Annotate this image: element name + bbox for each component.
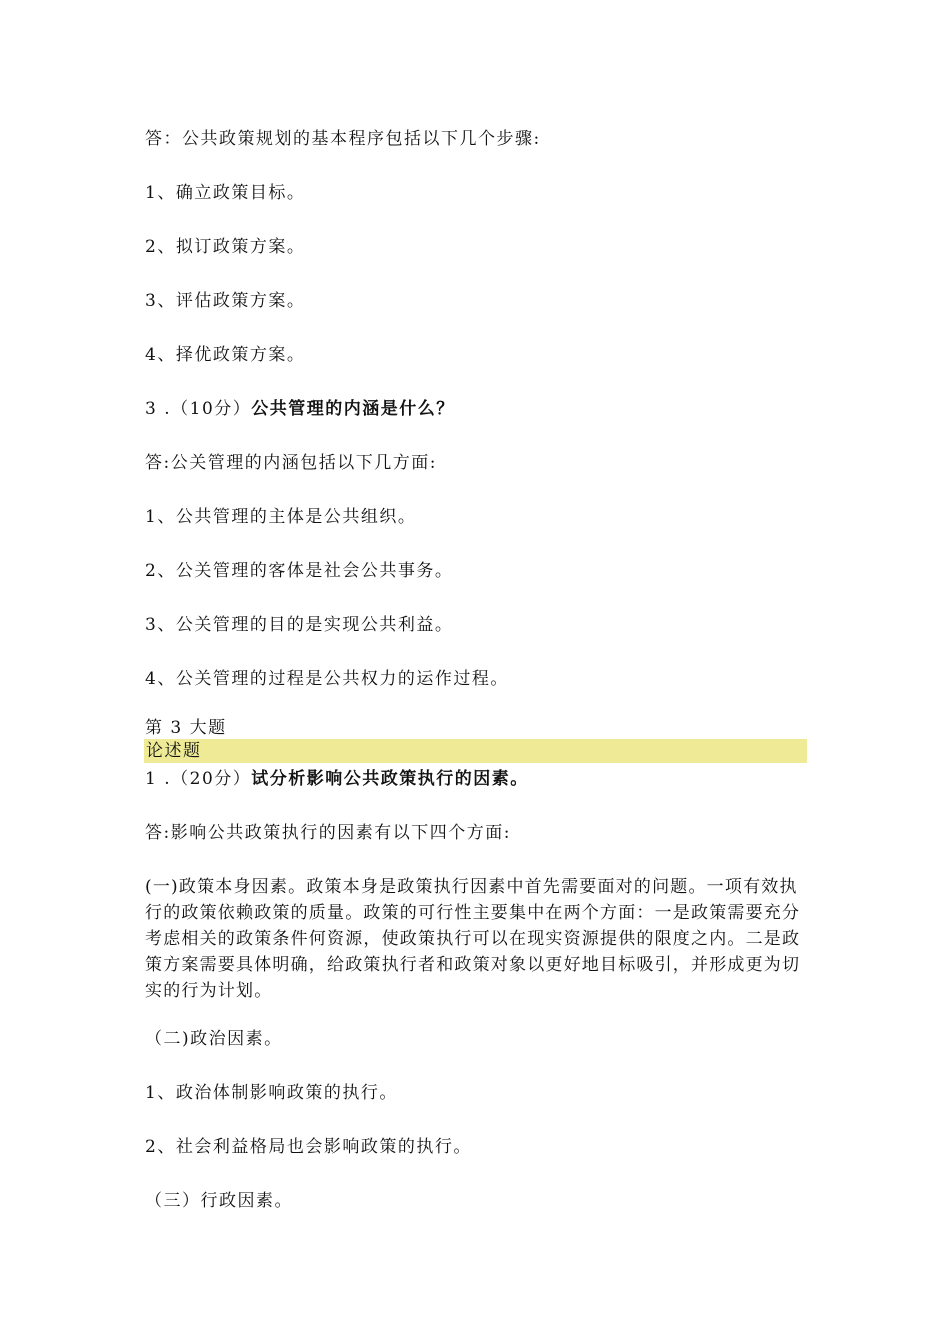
- factor-2-point-2: 2、社会利益格局也会影响政策的执行。: [145, 1137, 472, 1157]
- answer-plan-step-1: 1、确立政策目标。: [145, 183, 306, 203]
- factor-1-paragraph: (一)政策本身因素。政策本身是政策执行因素中首先需要面对的问题。一项有效执行的政策依赖政策的质量。政策的可行性主要集中在两个方面：一是政策需要充分考虑相关的政策条件何资源，使政策执行可以在现实资源提供的限度之内。二是政策方案需要具体明确，给政策执行者和政策对象以更好地目标吸引，并形成更为切实的行为计划。: [145, 877, 801, 1001]
- section-type-bar: [144, 739, 807, 763]
- question-3: [145, 398, 455, 420]
- question-3-prefix: 3 .（10分）: [145, 399, 252, 419]
- answer-plan-step-2: 2、拟订政策方案。: [145, 237, 306, 257]
- q3-point-1: 1、公共管理的主体是公共组织。: [145, 507, 417, 527]
- essay-question-1: [145, 768, 529, 790]
- q3-point-4: 4、公关管理的过程是公共权力的运作过程。: [145, 669, 509, 689]
- answer-plan-step-4: 4、择优政策方案。: [145, 345, 306, 365]
- q3-point-3: 3、公关管理的目的是实现公共利益。: [145, 615, 454, 635]
- factor-2-heading: （二)政治因素。: [145, 1029, 283, 1049]
- essay-answer-intro: 答:影响公共政策执行的因素有以下四个方面:: [145, 823, 511, 843]
- essay-question-1-text: 试分析影响公共政策执行的因素。: [251, 769, 529, 789]
- factor-3-heading: （三）行政因素。: [145, 1191, 293, 1211]
- question-3-text: 公共管理的内涵是什么？: [251, 399, 455, 419]
- answer-plan-step-3: 3、评估政策方案。: [145, 291, 306, 311]
- q3-answer-intro: 答:公关管理的内涵包括以下几方面:: [145, 453, 437, 473]
- section-heading: 第 3 大题: [145, 718, 227, 738]
- essay-question-1-prefix: 1 .（20分）: [145, 769, 252, 789]
- answer-plan-intro: 答：公共政策规划的基本程序包括以下几个步骤:: [145, 129, 541, 149]
- section-type-label: 论述题: [146, 741, 202, 761]
- q3-point-2: 2、公关管理的客体是社会公共事务。: [145, 561, 454, 581]
- factor-2-point-1: 1、政治体制影响政策的执行。: [145, 1083, 398, 1103]
